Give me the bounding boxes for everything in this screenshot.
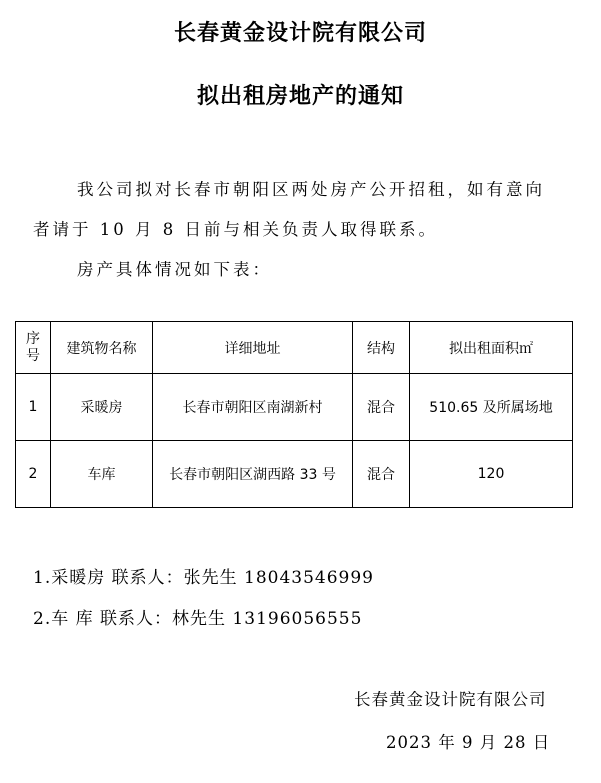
header-building-name: 建筑物名称 xyxy=(51,322,153,374)
cell-area: 120 xyxy=(410,441,573,508)
header-address: 详细地址 xyxy=(153,322,353,374)
signature-date: 2023 年 9 月 28 日 xyxy=(386,733,551,752)
document-subtitle: 拟出租房地产的通知 xyxy=(196,84,404,109)
paragraph-intro: 我公司拟对长春市朝阳区两处房产公开招租，如有意向 xyxy=(77,180,545,199)
header-seq xyxy=(16,322,51,374)
table-row xyxy=(16,374,573,441)
header-structure: 结构 xyxy=(353,322,410,374)
cell-seq: 2 xyxy=(16,441,51,508)
cell-area: 510.65 及所属场地 xyxy=(410,374,573,441)
cell-building-name: 车库 xyxy=(51,441,153,508)
signature-company: 长春黄金设计院有限公司 xyxy=(354,690,547,709)
cell-building-name: 采暖房 xyxy=(51,374,153,441)
cell-address: 长春市朝阳区湖西路 33 号 xyxy=(153,441,353,508)
cell-address: 长春市朝阳区南湖新村 xyxy=(153,374,353,441)
cell-seq: 1 xyxy=(16,374,51,441)
header-seq-line2: 号 xyxy=(26,347,40,364)
cell-structure: 混合 xyxy=(353,374,410,441)
cell-structure: 混合 xyxy=(353,441,410,508)
document-title: 长春黄金设计院有限公司 xyxy=(173,21,427,46)
header-seq-line1: 序 xyxy=(26,330,40,347)
header-area: 拟出租面积㎡ xyxy=(410,322,573,374)
contact-line-garage: 2.车 库 联系人：林先生 13196056555 xyxy=(33,609,363,629)
paragraph-intro-continued: 者请于 10 月 8 日前与相关负责人取得联系。 xyxy=(33,220,438,239)
contact-line-heating-room: 1.采暖房 联系人：张先生 18043546999 xyxy=(33,568,375,588)
table-row xyxy=(16,441,573,508)
table-header-row xyxy=(16,322,573,374)
paragraph-table-lead: 房产具体情况如下表： xyxy=(77,260,272,279)
property-table xyxy=(15,321,573,508)
